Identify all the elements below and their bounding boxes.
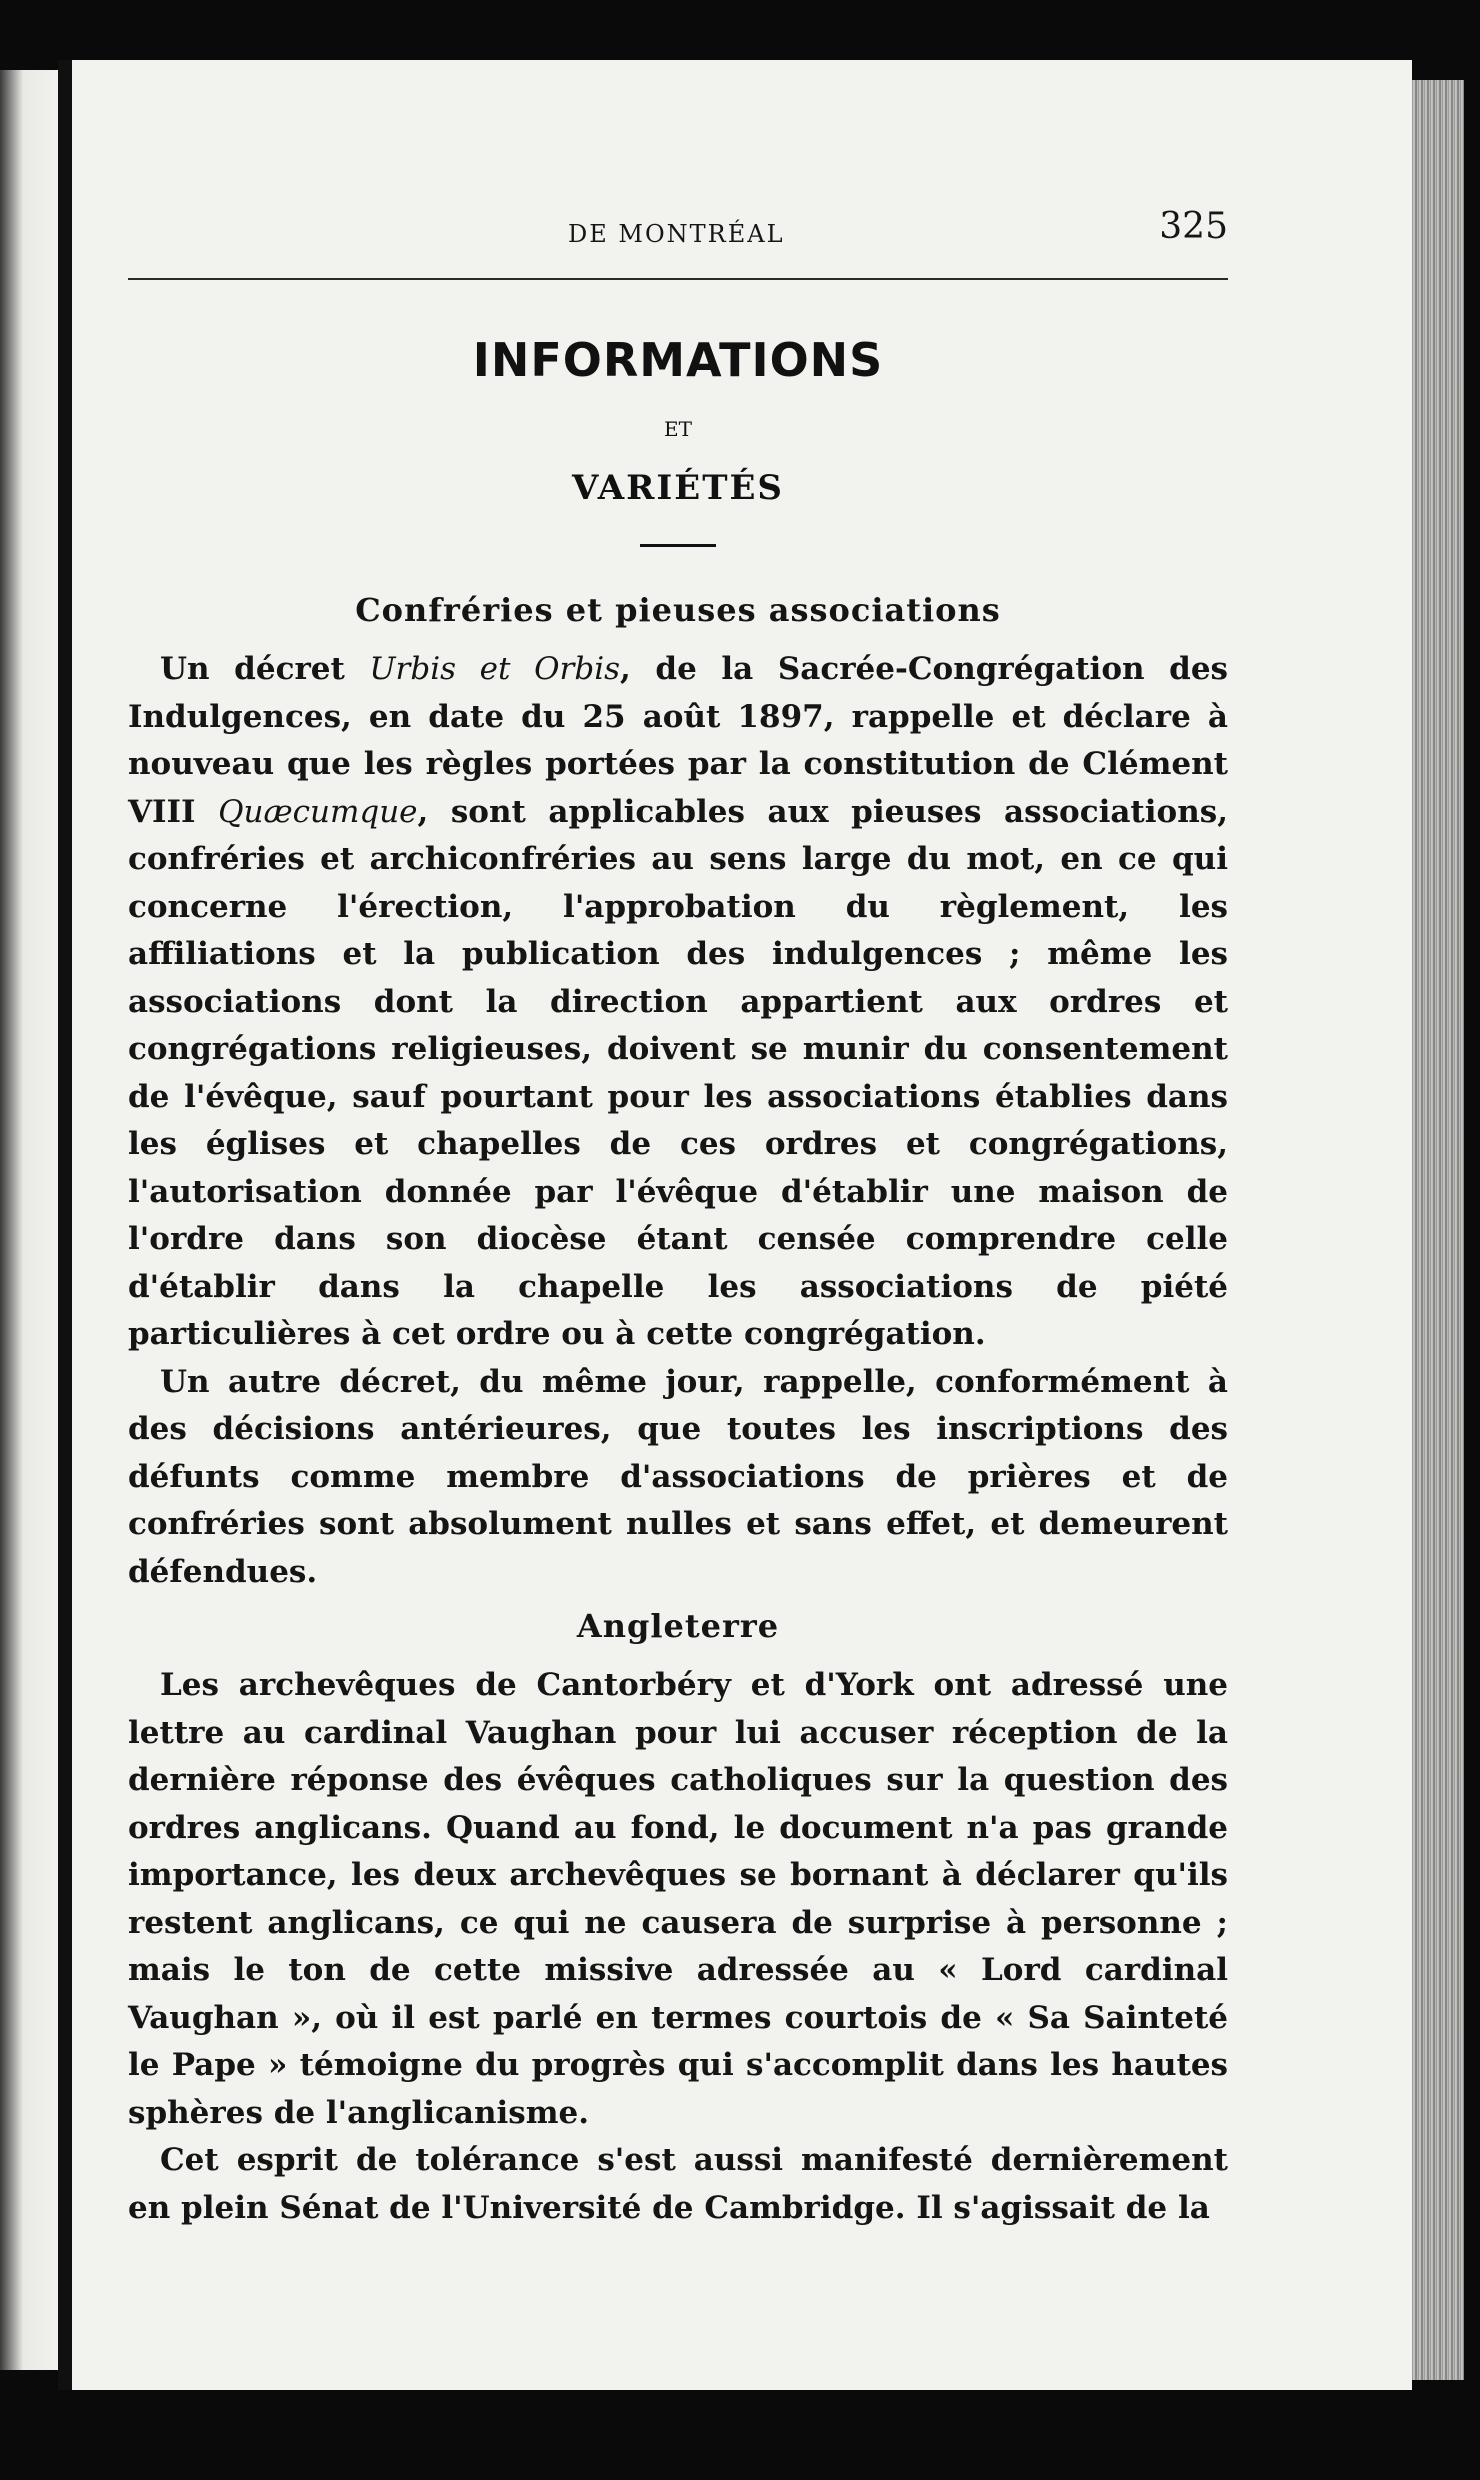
- paragraph-autre-decret: Un autre décret, du même jour, rappelle, conformément à des décisions antérieures, que toutes les inscriptions des défunts comme membre d'associations de prières et de confréries sont absolument nulles et sans effet, et demeurent défendues.: [128, 1363, 1228, 1590]
- italic-title-quaecumque: Quæcumque: [218, 793, 418, 830]
- book-gutter: [58, 60, 72, 2390]
- title-rule: [640, 544, 716, 547]
- previous-page-edge: [0, 70, 58, 2370]
- subtitle: VARIÉTÉS: [572, 468, 784, 508]
- paragraph-archeveques: Les archevêques de Cantorbéry et d'York ont adressé une lettre au cardinal Vaughan pour lui accuser réception de la dernière réponse des évêques catholiques sur la question des ordres anglicans. Quand au fond, le document n'a pas grande importance, les deux archevêques se bornant à déclarer qu'ils restent anglicans, ce qui ne causera de surprise à personne ; mais le ton de cette missive adressée au « Lord cardinal Vaughan », où il est parlé en termes courtois de « Sa Sainteté le Pape » témoigne du progrès qui s'accomplit dans les hautes sphères de l'anglicanisme.: [128, 1667, 1228, 2131]
- paragraph-tolerance: Cet esprit de tolérance s'est aussi manifesté dernièrement en plein Sénat de l'Université de Cambridge. Il s'agissait de la: [128, 2142, 1228, 2226]
- page-number: 325: [1159, 206, 1228, 247]
- section-heading-angleterre: Angleterre: [576, 1607, 780, 1645]
- section-heading-confreries: Confréries et pieuses associations: [355, 591, 1001, 629]
- italic-title-urbis: Urbis et Orbis: [369, 651, 621, 687]
- article-body: [128, 580, 1228, 2232]
- paragraph-decret: Un décret Urbis et Orbis, de la Sacrée-Congrégation des Indulgences, en date du 25 août 1897, rappelle et déclare à nouveau que les règles portées par la constitution de Clément VIII Quæcumque, sont applicables aux pieuses associations, confréries et archiconfréries au sens large du mot, en ce qui concerne l'érection, l'approbation du règlement, les affiliations et la publication des indulgences ; même les associations dont la direction appartient aux ordres et congrégations religieuses, doivent se munir du consentement de l'évêque, sauf pourtant pour les associations établies dans les églises et chapelles de ces ordres et congrégations, l'autorisation donnée par l'évêque d'établir une maison de l'ordre dans son diocèse étant censée comprendre celle d'établir dans la chapelle les associations de piété particulières à cet ordre ou à cette congrégation.: [128, 651, 1228, 1352]
- main-title: INFORMATIONS: [472, 333, 884, 387]
- title-block: [128, 330, 1228, 547]
- page-stack-edge: [1412, 80, 1464, 2380]
- page-header: [128, 150, 1228, 260]
- header-rule: [128, 278, 1228, 280]
- running-head: DE MONTRÉAL: [568, 220, 785, 248]
- title-conjunction: ET: [664, 417, 692, 441]
